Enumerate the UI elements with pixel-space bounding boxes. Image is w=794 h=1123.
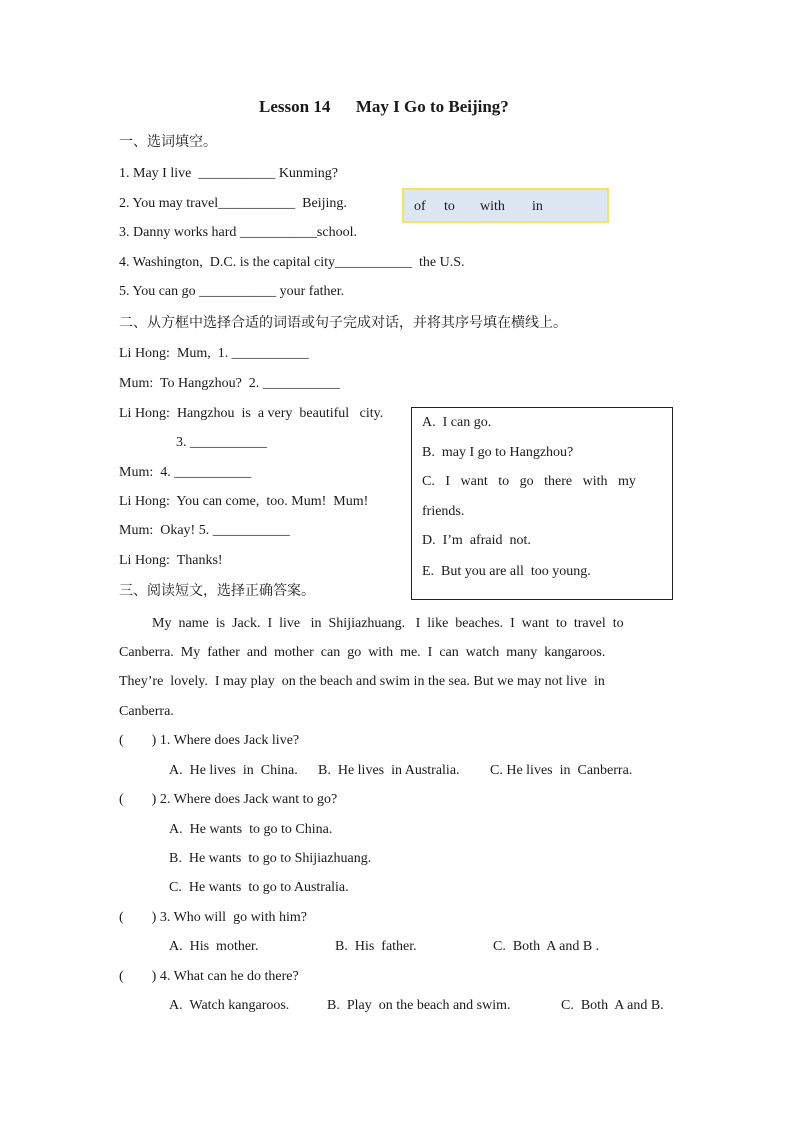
option-d: D. I’m afraid not. [422,533,531,548]
passage-line: My name is Jack. I live in Shijiazhuang. I like beaches. I want to travel to [152,616,624,631]
dialogue-line: 3. ___________ [176,435,267,450]
section1-heading: 一、选词填空。 [119,134,217,150]
word-option: with [480,199,505,214]
q3-option-c: C. Both A and B . [493,939,600,954]
passage-line: They’re lovely. I may play on the beach and swim in the sea. But we may not live in [119,674,605,689]
option-c: C. I want to go there with my [422,474,636,489]
page-title: Lesson 14 May I Go to Beijing? [259,97,509,116]
option-a: A. I can go. [422,415,492,430]
dialogue-line: Li Hong: Hangzhou is a very beautiful city. [119,406,384,421]
word-option: of [414,199,426,214]
dialogue-line: Li Hong: Thanks! [119,553,223,568]
word-option: in [532,199,543,214]
dialogue-line: Mum: To Hangzhou? 2. ___________ [119,376,340,391]
dialogue-line: Li Hong: Mum, 1. ___________ [119,346,309,361]
section3-heading: 三、阅读短文，选择正确答案。 [119,583,315,599]
q4-option-a: A. Watch kangaroos. [169,998,290,1013]
q2-option-a: A. He wants to go to China. [169,822,333,837]
section1-item-5: 5. You can go ___________ your father. [119,284,345,299]
question-3: ( ) 3. Who will go with him? [119,910,307,925]
passage-line: Canberra. [119,704,174,719]
word-box [402,188,609,223]
dialogue-line: Mum: 4. ___________ [119,465,252,480]
section2-heading: 二、从方框中选择合适的词语或句子完成对话，并将其序号填在横线上。 [119,315,567,331]
q3-option-b: B. His father. [335,939,417,954]
q1-option-c: C. He lives in Canberra. [490,763,633,778]
question-4: ( ) 4. What can he do there? [119,969,299,984]
options-box [411,407,673,600]
section1-item-4: 4. Washington, D.C. is the capital city___________ the U.S. [119,255,465,270]
section1-item-3: 3. Danny works hard ___________school. [119,225,357,240]
q4-option-b: B. Play on the beach and swim. [327,998,511,1013]
q2-option-c: C. He wants to go to Australia. [169,880,349,895]
dialogue-line: Li Hong: You can come, too. Mum! Mum! [119,494,369,509]
question-2: ( ) 2. Where does Jack want to go? [119,792,338,807]
question-1: ( ) 1. Where does Jack live? [119,733,300,748]
option-e: E. But you are all too young. [422,564,591,579]
section1-item-2: 2. You may travel___________ Beijing. [119,196,347,211]
section1-item-1: 1. May I live ___________ Kunming? [119,166,338,181]
q1-option-b: B. He lives in Australia. [318,763,460,778]
q2-option-b: B. He wants to go to Shijiazhuang. [169,851,372,866]
option-b: B. may I go to Hangzhou? [422,445,574,460]
passage-line: Canberra. My father and mother can go with me. I can watch many kangaroos. [119,645,606,660]
option-c-cont: friends. [422,504,465,519]
q4-option-c: C. Both A and B. [561,998,664,1013]
word-option: to [444,199,455,214]
q1-option-a: A. He lives in China. [169,763,298,778]
dialogue-line: Mum: Okay! 5. ___________ [119,523,290,538]
q3-option-a: A. His mother. [169,939,259,954]
